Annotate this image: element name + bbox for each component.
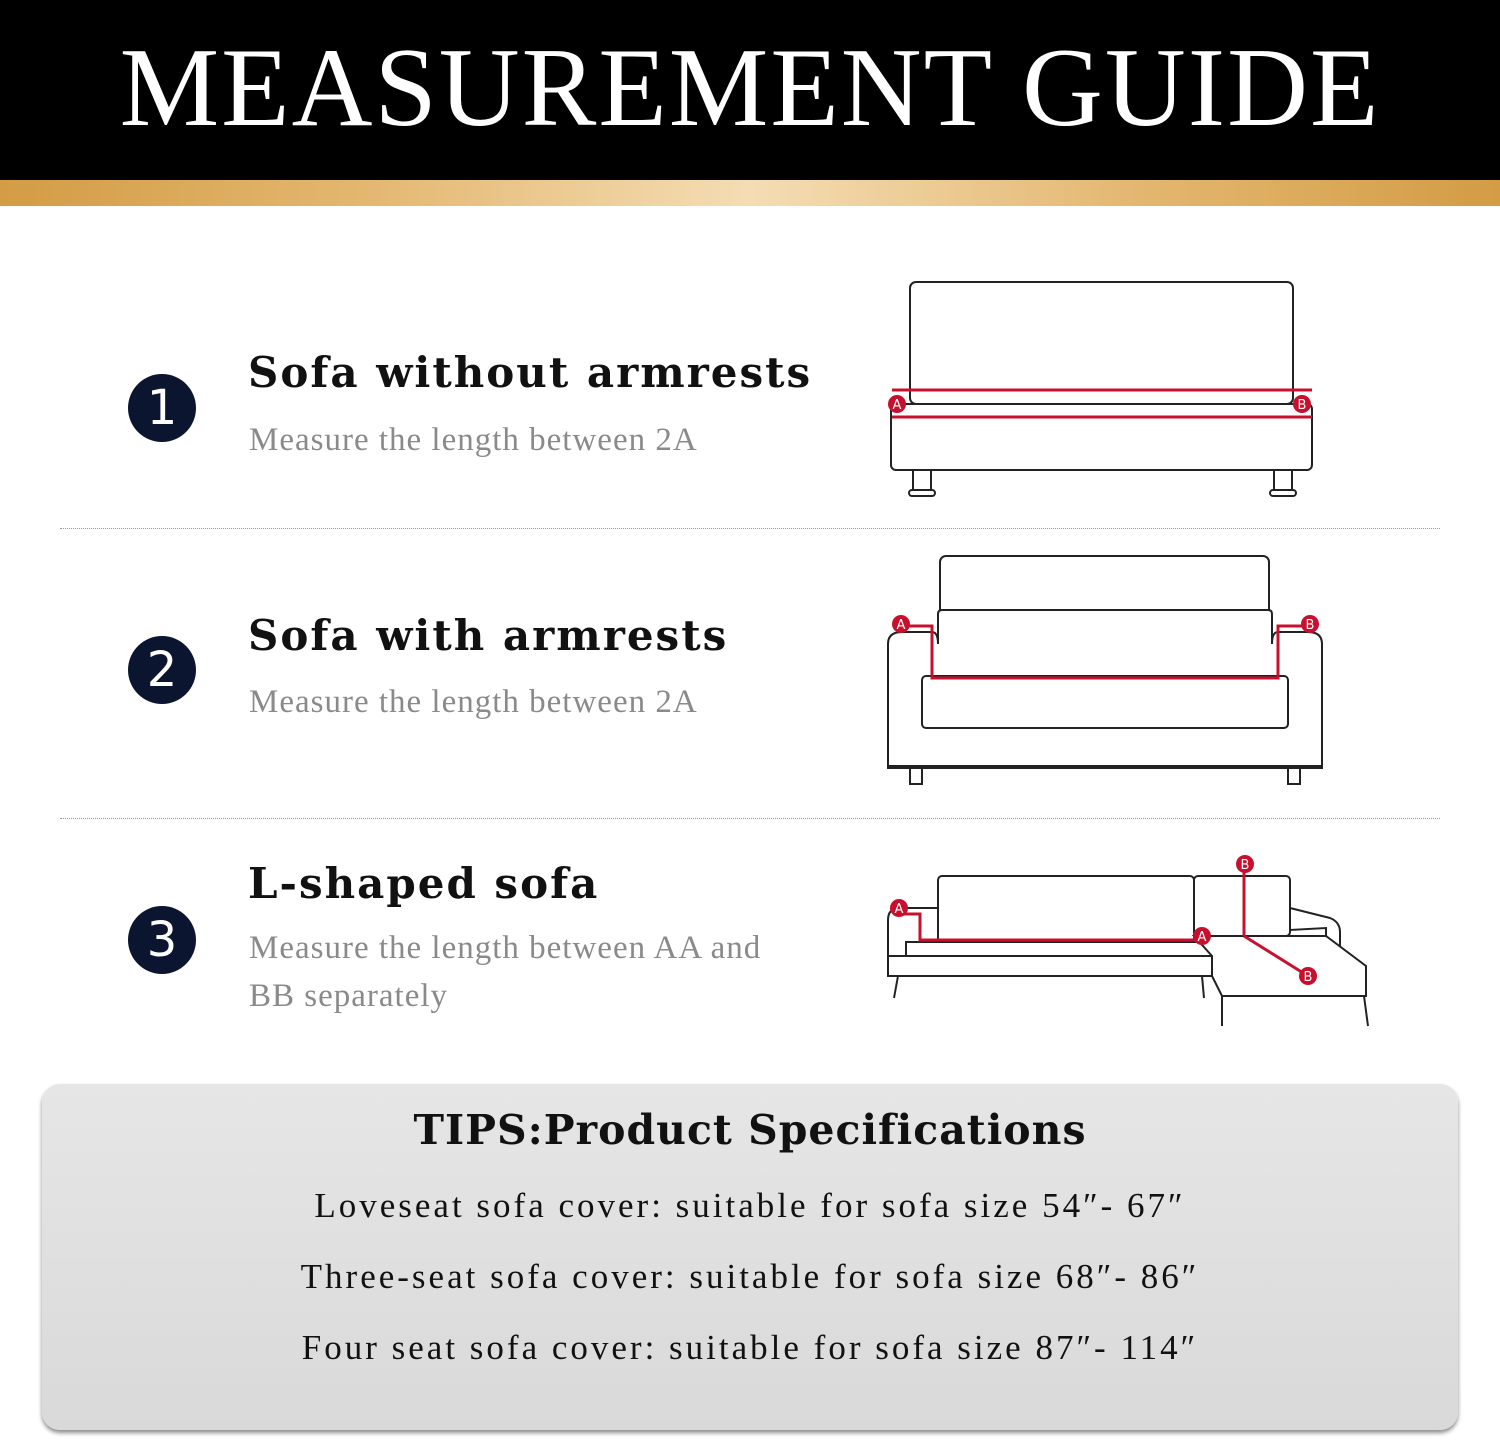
marker-b bbox=[1301, 615, 1319, 633]
section-title-2: Sofa with armrests bbox=[248, 611, 729, 660]
section-divider bbox=[60, 818, 1440, 819]
svg-text:A: A bbox=[892, 398, 902, 413]
tip-line-three-seat: Three-seat sofa cover: suitable for sofa size 68″- 86″ bbox=[300, 1257, 1200, 1296]
svg-text:B: B bbox=[1297, 398, 1307, 413]
section-description-2: Measure the length between 2A bbox=[249, 684, 698, 720]
marker-b bbox=[1293, 395, 1311, 413]
svg-text:A: A bbox=[894, 902, 904, 917]
tip-line-four-seat: Four seat sofa cover: suitable for sofa size 87″- 114″ bbox=[301, 1328, 1199, 1367]
step-badge-2: 2 bbox=[128, 636, 196, 704]
section-description-1: Measure the length between 2A bbox=[249, 422, 698, 458]
marker-b bbox=[1236, 855, 1254, 873]
marker-b bbox=[1299, 967, 1317, 985]
header-banner bbox=[0, 0, 1500, 180]
section-divider bbox=[60, 528, 1440, 529]
marker-a bbox=[890, 899, 908, 917]
marker-a bbox=[1193, 927, 1211, 945]
marker-a bbox=[892, 615, 910, 633]
svg-text:B: B bbox=[1305, 618, 1315, 633]
tip-line-loveseat: Loveseat sofa cover: suitable for sofa size 54″- 67″ bbox=[314, 1186, 1186, 1225]
page-title: MEASUREMENT GUIDE bbox=[119, 26, 1381, 150]
section-title-3: L-shaped sofa bbox=[248, 859, 600, 908]
marker-a bbox=[888, 395, 906, 413]
step-badge-1: 1 bbox=[128, 374, 196, 442]
svg-text:B: B bbox=[1240, 858, 1250, 873]
sofa-with-armrests-diagram bbox=[880, 548, 1330, 793]
svg-text:A: A bbox=[1197, 930, 1207, 945]
svg-text:A: A bbox=[896, 618, 906, 633]
svg-text:B: B bbox=[1303, 970, 1313, 985]
sofa-without-armrests-diagram bbox=[880, 270, 1330, 510]
l-shaped-sofa-diagram bbox=[880, 850, 1380, 1035]
gold-divider-bar bbox=[0, 180, 1500, 206]
step-badge-3: 3 bbox=[128, 906, 196, 974]
section-title-1: Sofa without armrests bbox=[248, 348, 813, 397]
section-description-3: Measure the length between AA and BB separately bbox=[249, 930, 762, 1014]
tips-title: TIPS:Product Specifications bbox=[413, 1106, 1087, 1154]
tips-panel bbox=[42, 1084, 1458, 1430]
